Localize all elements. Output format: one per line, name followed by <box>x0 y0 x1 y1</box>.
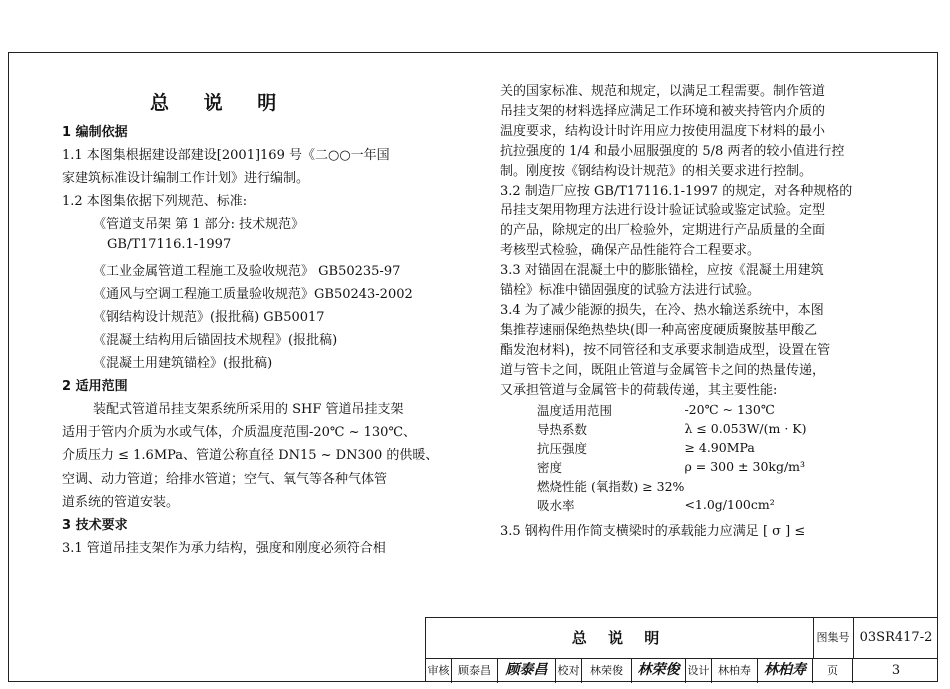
text-line: 温度要求，结构设计时许用应力按使用温度下材料的最小 <box>500 123 826 139</box>
property-table <box>537 400 807 514</box>
text-line: 考核型式检验，确保产品性能符合工程要求。 <box>500 243 761 259</box>
property-name: 密度 <box>537 459 563 475</box>
property-row <box>537 476 807 495</box>
property-value: ρ = 300 ± 30kg/m³ <box>684 459 806 475</box>
property-value: ≥ 4.90MPa <box>684 440 755 456</box>
text-line: 1.2 本图集依据下列规范、标准: <box>62 194 248 210</box>
checker-signature: 林荣俊 <box>632 658 686 683</box>
text-line: 空调、动力管道；给排水管道；空气、氧气等各种气体管 <box>62 471 388 487</box>
text-line: 《混凝土用建筑锚栓》(报批稿) <box>93 356 273 371</box>
section-heading: 2 适用范围 <box>62 379 128 395</box>
text-line: 《钢结构设计规范》(报批稿) GB50017 <box>93 309 325 325</box>
reviewer-name: 顾泰昌 <box>452 658 498 683</box>
text-line: 装配式管道吊挂支架系统所采用的 SHF 管道吊挂支架 <box>93 402 404 418</box>
text-line: 《管道支吊架 第 1 部分: 技术规范》 <box>93 217 305 233</box>
text-line: 《通风与空调工程施工质量验收规范》GB50243-2002 <box>93 286 413 302</box>
text-line: 家建筑标准设计编制工作计划》进行编制。 <box>62 171 310 187</box>
text-line: 适用于管内介质为水或气体，介质温度范围-20℃ ~ 130℃、 <box>62 425 416 441</box>
atlas-number-label: 图集号 <box>813 618 854 658</box>
property-name: 导热系数 <box>537 421 588 437</box>
property-row <box>537 457 807 476</box>
property-row <box>537 438 807 457</box>
text-line: 吊挂支架的材料选择应满足工作环境和被夹持管内介质的 <box>500 103 826 119</box>
text-line: GB/T17116.1-1997 <box>107 236 232 252</box>
text-line: 酯发泡材料)，按不同管径和支承要求制造成型，设置在管 <box>500 342 831 358</box>
text-line: 道与管卡之间，既阻止管道与金属管卡之间的热量传递， <box>500 362 826 378</box>
property-row <box>537 495 807 514</box>
title-block <box>425 617 938 682</box>
designer-name: 林柏寿 <box>712 658 758 683</box>
page-number: 3 <box>891 663 901 678</box>
reviewer-signature: 顾泰昌 <box>498 658 556 683</box>
design-label: 设计 <box>686 658 712 683</box>
property-row <box>537 400 807 419</box>
section-heading: 1 编制依据 <box>62 125 128 140</box>
review-label: 审核 <box>426 658 452 683</box>
page-title: 总 说 明 <box>150 92 291 114</box>
text-line: 3.4 为了减少能源的损失，在冷、热水输送系统中，本图 <box>500 302 824 318</box>
property-name: 燃烧性能 (氧指数) ≥ 32% <box>537 478 685 494</box>
text-line: 3.3 对锚固在混凝土中的膨胀锚栓，应按《混凝土用建筑 <box>500 263 824 279</box>
property-name: 温度适用范围 <box>537 402 613 418</box>
text-line: 介质压力 ≤ 1.6MPa、管道公称直径 DN15 ~ DN300 的供暖、 <box>62 448 439 464</box>
property-value: -20℃ ~ 130℃ <box>684 402 775 418</box>
text-line: 《工业金属管道工程施工及验收规范》 GB50235-97 <box>93 263 401 279</box>
check-label: 校对 <box>556 658 582 683</box>
text-line-3-5: 3.5 钢构件用作简支横梁时的承载能力应满足 [ σ ] ≤ <box>500 524 806 540</box>
text-line: 的产品，除规定的出厂检验外，定期进行产品质量的全面 <box>500 223 826 239</box>
text-line: 《混凝土结构用后锚固技术规程》(报批稿) <box>93 332 338 348</box>
property-value: λ ≤ 0.053W/(m · K) <box>684 421 807 437</box>
title-block-title: 总 说 明 <box>426 618 814 658</box>
atlas-number: 03SR417-2 <box>859 630 933 645</box>
text-line: 又承担管道与金属管卡的荷载传递，其主要性能: <box>500 382 778 398</box>
page-label: 页 <box>813 658 853 683</box>
property-value <box>684 476 806 495</box>
property-value: <1.0g/100cm² <box>684 497 775 513</box>
designer-signature: 林柏寿 <box>758 658 813 683</box>
section-heading: 3 技术要求 <box>62 517 128 533</box>
text-line: 抗拉强度的 1/4 和最小屈服强度的 5/8 两者的较小值进行控 <box>500 143 845 159</box>
text-line: 制。刚度按《钢结构设计规范》的相关要求进行控制。 <box>500 163 813 179</box>
text-line: 锚栓》标准中锚固强度的试验方法进行试验。 <box>500 283 761 298</box>
text-line: 1.1 本图集根据建设部建设[2001]169 号《二○○一年国 <box>62 148 390 164</box>
text-line: 3.2 制造厂应按 GB/T17116.1-1997 的规定，对各种规格的 <box>500 183 853 199</box>
text-line: 关的国家标准、规范和规定，以满足工程需要。制作管道 <box>500 84 826 99</box>
text-line: 吊挂支架用物理方法进行设计验证试验或鉴定试验。定型 <box>500 203 826 219</box>
checker-name: 林荣俊 <box>582 658 632 683</box>
text-line: 道系统的管道安装。 <box>62 494 180 510</box>
text-line: 3.1 管道吊挂支架作为承力结构，强度和刚度必须符合相 <box>62 540 386 556</box>
property-name: 吸水率 <box>537 497 575 513</box>
text-line: 集推荐速丽保绝热垫块(即一种高密度硬质聚胺基甲酸乙 <box>500 322 818 338</box>
property-row <box>537 419 807 438</box>
property-name: 抗压强度 <box>537 440 588 456</box>
